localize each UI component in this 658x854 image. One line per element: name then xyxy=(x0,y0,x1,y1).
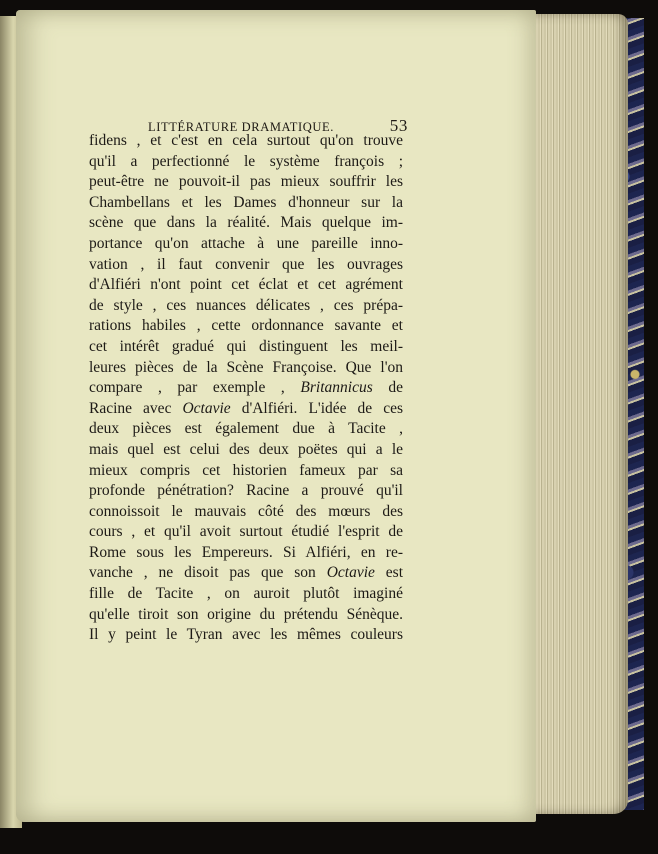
text-line: qu'elle tiroit son origine du prétendu Sénèque. xyxy=(89,605,403,623)
text-line: fille de Tacite , on auroit plutôt imaginé xyxy=(89,585,403,603)
text-line: profonde pénétration? Racine a prouvé qu'il xyxy=(89,482,403,500)
text-line: mais quel est celui des deux poëtes qui a le xyxy=(89,440,403,458)
text-line: vanche , ne disoit pas que son Octavie est xyxy=(89,564,404,582)
text-line: qu'il a perfectionné le système françois ; xyxy=(89,152,403,170)
text-line: Il y peint le Tyran avec les mêmes couleurs xyxy=(89,626,403,644)
title-italic-britannicus: Britannicus xyxy=(300,379,373,397)
title-italic-octavie: Octavie xyxy=(182,399,231,417)
text-line: deux pièces est également due à Tacite , xyxy=(89,420,403,438)
text-line: Racine avec Octavie d'Alfiéri. L'idée de ces xyxy=(89,399,403,417)
text-line: d'Alfiéri n'ont point cet éclat et cet agrément xyxy=(89,276,403,294)
text-line: vation , il faut convenir que les ouvrages xyxy=(89,255,403,273)
text-line: scène que dans la réalité. Mais quelque im- xyxy=(89,214,403,232)
body-text xyxy=(89,131,403,646)
text-line: mieux compris cet historien fameux par sa xyxy=(89,461,403,479)
text-line: leures pièces de la Scène Françoise. Que l'on xyxy=(89,358,403,376)
page-stack-edge xyxy=(520,14,628,814)
page-number: 53 xyxy=(389,116,408,135)
text-line: Rome sous les Empereurs. Si Alfiéri, en re- xyxy=(89,543,403,561)
title-italic-octavie: Octavie xyxy=(326,564,375,582)
text-line: cours , et qu'il avoit surtout étudié l'esprit de xyxy=(89,523,403,541)
text-line: Chambellans et les Dames d'honneur sur la xyxy=(89,193,403,211)
text-line: rations habiles , cette ordonnance savante et xyxy=(89,317,403,335)
running-title: LITTÉRATURE DRAMATIQUE. xyxy=(148,120,335,134)
text-line: cet intérêt gradué qui distinguent les meil- xyxy=(89,337,403,355)
text-line: fidens , et c'est en cela surtout qu'on trouve xyxy=(89,132,403,149)
text-line: peut-être ne pouvoit-il pas mieux souffrir les xyxy=(89,173,403,191)
text-line: portance qu'on attache à une pareille inno- xyxy=(89,234,403,252)
text-line: de style , ces nuances délicates , ces prépa- xyxy=(89,296,403,314)
text-line: compare , par exemple , Britannicus de xyxy=(89,379,403,397)
text-line: connoissoit le mauvais côté des mœurs des xyxy=(89,502,403,520)
